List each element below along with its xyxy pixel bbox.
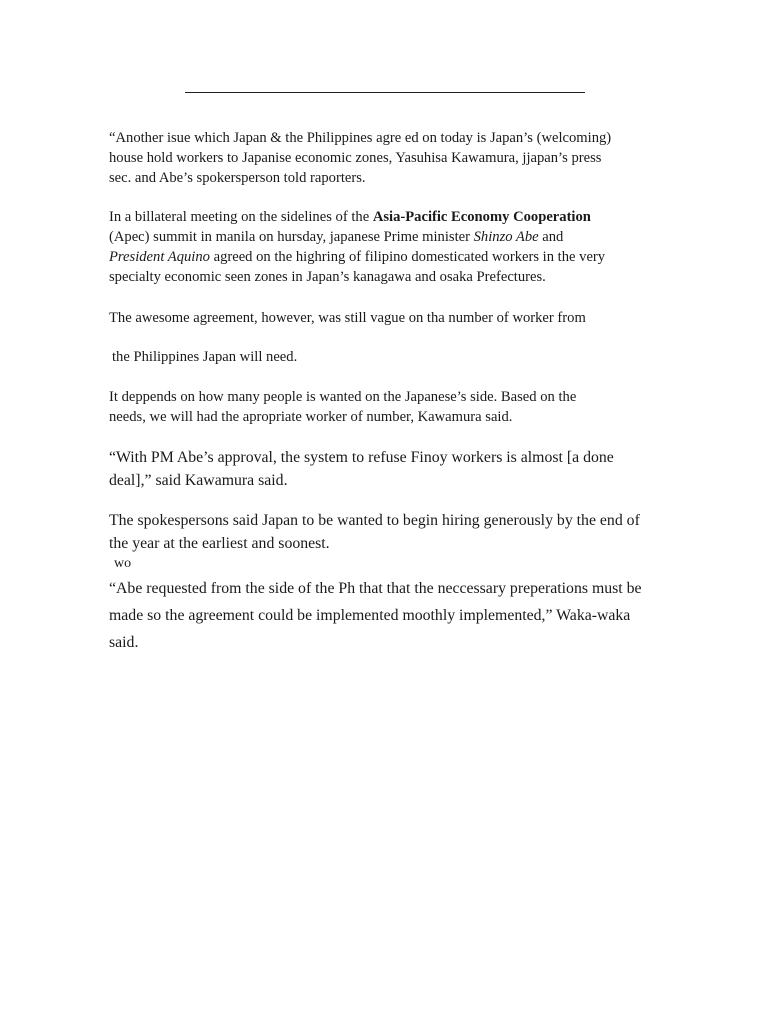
text-line: the year at the earliest and soonest. — [109, 535, 330, 552]
text-run: agreed on the highring of filipino domesticated workers in the very — [209, 249, 606, 265]
text-line: “With PM Abe’s approval, the system to refuse Finoy workers is almost [a done — [109, 449, 614, 466]
text-line: needs, we will had the apropriate worker of number, Kawamura said. — [109, 409, 513, 425]
paragraph-spokespersons — [109, 509, 689, 573]
text-line: specialty economic seen zones in Japan’s kanagawa and osaka Prefectures. — [109, 269, 546, 285]
text-line: house hold workers to Japanise economic zones, Yasuhisa Kawamura, jjapan’s press — [109, 150, 602, 166]
paragraph-agreement-vague — [109, 308, 689, 328]
text-line: made so the agreement could be implemented moothly implemented,” Waka-waka — [109, 607, 631, 624]
text-line: said. — [109, 634, 139, 651]
paragraph-pm-approval — [109, 446, 689, 492]
paragraph-opening-quote — [109, 128, 689, 188]
text-line: The spokespersons said Japan to be wanted to begin hiring generously by the end of — [109, 512, 640, 529]
text-line: wo — [114, 556, 132, 571]
text-run: and — [538, 229, 564, 245]
paragraph-bilateral-meeting — [109, 207, 689, 287]
shinzo-abe-italic: Shinzo Abe — [473, 229, 539, 245]
text-line: “Another isue which Japan & the Philippines agre ed on today is Japan’s (welcoming) — [109, 130, 612, 146]
text-run: In a billateral meeting on the sidelines of the — [109, 209, 373, 225]
text-line: The awesome agreement, however, was still vague on tha number of worker from — [109, 310, 586, 326]
text-run: (Apec) summit in manila on hursday, japanese Prime minister — [109, 229, 474, 245]
text-line — [109, 247, 689, 267]
apec-name-bold: Asia-Pacific Economy Cooperation — [372, 209, 591, 225]
text-line: sec. and Abe’s spokersperson told raporters. — [109, 170, 366, 186]
text-line — [109, 207, 689, 227]
text-line — [109, 227, 689, 247]
text-line: It deppends on how many people is wanted on the Japanese’s side. Based on the — [109, 389, 577, 405]
paragraph-depends — [109, 387, 689, 427]
paragraph-japan-need — [112, 347, 692, 367]
text-line: deal],” said Kawamura said. — [109, 472, 288, 489]
president-aquino-italic: President Aquino — [109, 249, 210, 265]
paragraph-abe-request — [109, 575, 689, 656]
text-line: “Abe requested from the side of the Ph that that the neccessary preperations must be — [109, 580, 642, 597]
top-rule — [185, 92, 585, 93]
text-line: the Philippines Japan will need. — [112, 349, 298, 365]
